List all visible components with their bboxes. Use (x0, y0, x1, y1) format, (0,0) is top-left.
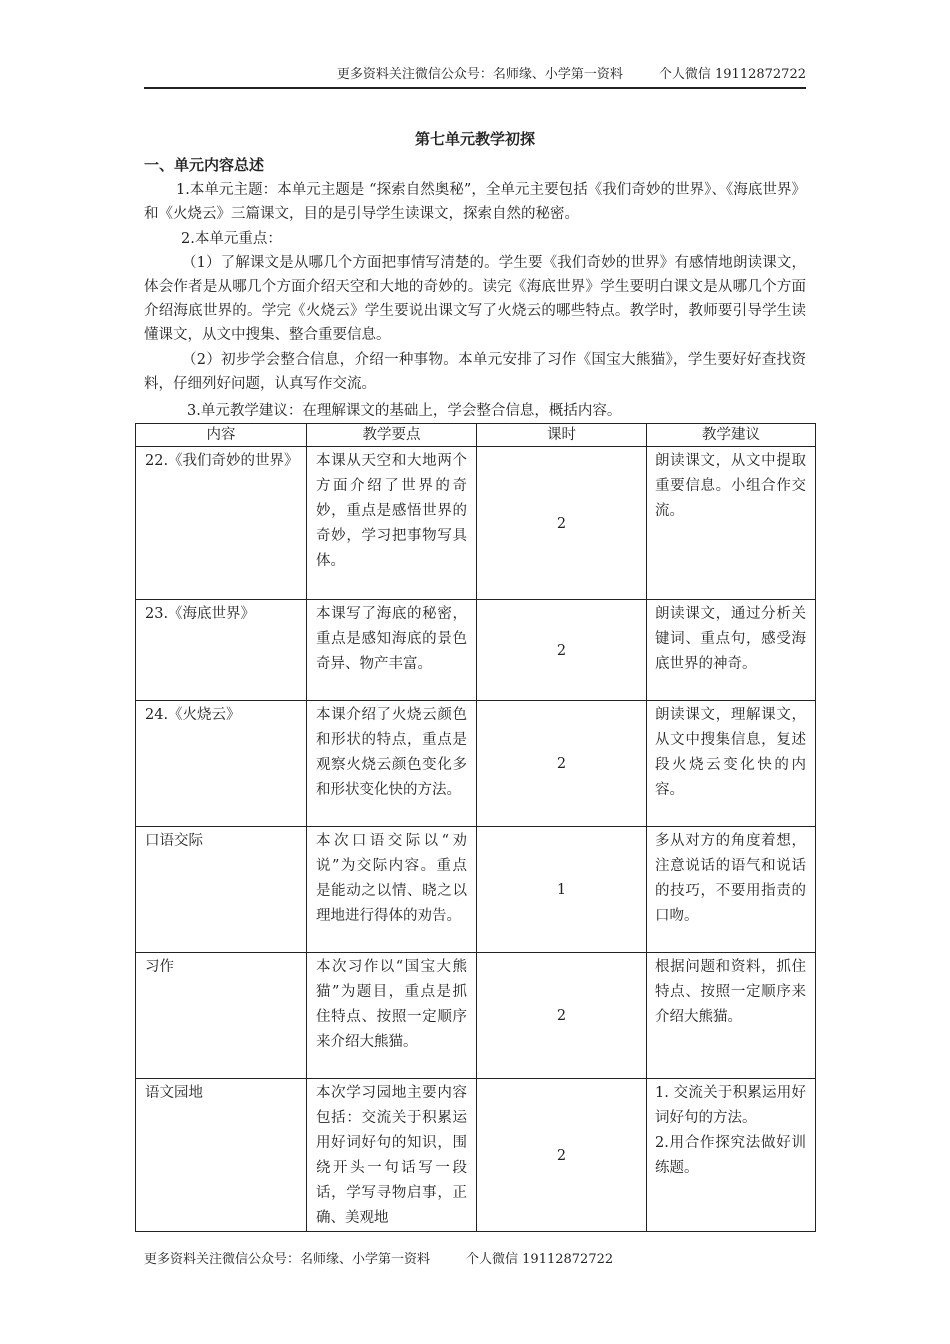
cell-content: 口语交际 (136, 827, 307, 953)
cell-tips: 1. 交流关于积累运用好词好句的方法。 2.用合作探究法做好训练题。 (647, 1079, 816, 1232)
cell-content: 24.《火烧云》 (136, 701, 307, 827)
cell-tips: 多从对方的角度着想，注意说话的语气和说话的技巧，不要用指责的口吻。 (647, 827, 816, 953)
column-header-content: 内容 (136, 424, 307, 447)
table-header-row (136, 424, 816, 447)
paragraph-suggestion: 3.单元教学建议：在理解课文的基础上，学会整合信息，概括内容。 (187, 403, 622, 419)
page-footer (144, 1248, 613, 1267)
cell-points: 本课从天空和大地两个方面介绍了世界的奇妙，重点是感悟世界的奇妙，学习把事物写具体。 (307, 447, 477, 600)
section-heading: 一、单元内容总述 (144, 156, 265, 174)
cell-points: 本次习作以“国宝大熊猫”为题目，重点是抓住特点、按照一定顺序来介绍大熊猫。 (307, 953, 477, 1079)
header-wechat: 个人微信 19112872722 (658, 67, 806, 82)
cell-content: 22.《我们奇妙的世界》 (136, 447, 307, 600)
table-row (136, 953, 816, 1079)
cell-tips: 朗读课文，理解课文，从文中搜集信息，复述段火烧云变化快的内容。 (647, 701, 816, 827)
page-title: 第七单元教学初探 (414, 130, 535, 148)
cell-points: 本次学习园地主要内容包括：交流关于积累运用好词好句的知识，围绕开头一句话写一段话，学写寻物启事，正确、美观地 (307, 1079, 477, 1232)
table-row (136, 827, 816, 953)
column-header-tips: 教学建议 (647, 424, 816, 447)
page-header (144, 66, 806, 86)
footer-wechat: 个人微信 19112872722 (466, 1252, 614, 1267)
paragraph-theme: 1.本单元主题：本单元主题是 “探索自然奥秘”，全单元主要包括《我们奇妙的世界》、《海底世界》和《火烧云》三篇课文，目的是引导学生读课文，探索自然的秘密。 (144, 182, 806, 222)
paragraph-focus-title: 2.本单元重点： (181, 231, 282, 247)
cell-content: 23.《海底世界》 (136, 600, 307, 701)
cell-hours: 2 (477, 953, 647, 1079)
cell-hours: 2 (477, 600, 647, 701)
column-header-hours: 课时 (477, 424, 647, 447)
paragraph-focus-1: （1）了解课文是从哪几个方面把事情写清楚的。学生要《我们奇妙的世界》有感情地朗读课文，体会作者是从哪几个方面介绍天空和大地的奇妙的。读完《海底世界》学生要明白课文是从哪几个方面介绍海底世界的。学完《火烧云》学生要说出课文写了火烧云的哪些特点。教学时，教师要引导学生读懂课文，从文中搜集、整合重要信息。 (144, 255, 806, 343)
cell-hours: 2 (477, 1079, 647, 1232)
cell-tips: 朗读课文，通过分析关键词、重点句，感受海底世界的神奇。 (647, 600, 816, 701)
table-row (136, 600, 816, 701)
table-row (136, 447, 816, 600)
cell-content: 语文园地 (136, 1079, 307, 1232)
cell-hours: 1 (477, 827, 647, 953)
header-divider (144, 87, 806, 89)
cell-hours: 2 (477, 701, 647, 827)
footer-text: 更多资料关注微信公众号：名师缘、小学第一资料 (144, 1252, 431, 1267)
table-row (136, 1079, 816, 1232)
column-header-points: 教学要点 (307, 424, 477, 447)
cell-hours: 2 (477, 447, 647, 600)
cell-points: 本课介绍了火烧云颜色和形状的特点，重点是观察火烧云颜色变化多和形状变化快的方法。 (307, 701, 477, 827)
cell-tips: 根据问题和资料，抓住特点、按照一定顺序来介绍大熊猫。 (647, 953, 816, 1079)
cell-points: 本次口语交际以“劝说”为交际内容。重点是能动之以情、晓之以理地进行得体的劝告。 (307, 827, 477, 953)
table-row (136, 701, 816, 827)
paragraph-focus-2: （2）初步学会整合信息，介绍一种事物。本单元安排了习作《国宝大熊猫》，学生要好好查找资料，仔细列好问题，认真写作交流。 (144, 352, 806, 392)
header-text: 更多资料关注微信公众号：名师缘、小学第一资料 (336, 67, 623, 82)
teaching-plan-table (135, 423, 816, 1232)
cell-content: 习作 (136, 953, 307, 1079)
cell-points: 本课写了海底的秘密，重点是感知海底的景色奇异、物产丰富。 (307, 600, 477, 701)
cell-tips: 朗读课文，从文中提取重要信息。小组合作交流。 (647, 447, 816, 600)
